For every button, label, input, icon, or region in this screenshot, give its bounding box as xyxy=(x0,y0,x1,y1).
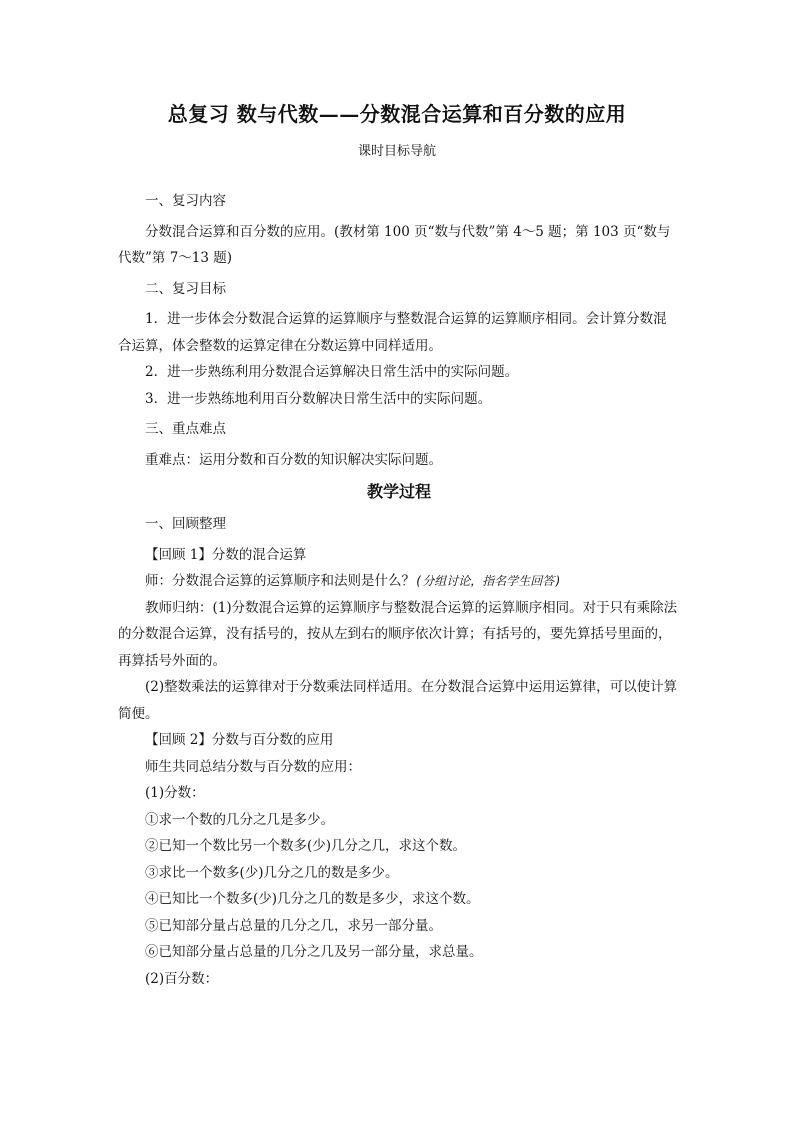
page-subtitle: 课时目标导航 xyxy=(357,144,436,159)
fraction-item: ①求一个数的几分之几是多少。 xyxy=(145,811,334,828)
review2-heading: 【回顾 2】分数与百分数的应用 xyxy=(145,732,334,748)
teacher-summary-2: (2)整数乘法的运算律对于分数乘法同样适用。在分数混合运算中运用运算律，可以使计算简便。 xyxy=(118,679,678,722)
percent-heading: (2)百分数： xyxy=(145,970,219,987)
goal-item: 1．进一步体会分数混合运算的运算顺序与整数混合运算的运算顺序相同。会计算分数混合运算，体会整数的运算定律在分数运算中同样适用。 xyxy=(118,311,667,354)
section-heading-key-points: 三、重点难点 xyxy=(145,421,226,437)
section-heading-review-goals: 二、复习目标 xyxy=(145,280,226,297)
review-content-text: 分数混合运算和百分数的应用。(教材第 100 页“数与代数”第 4～5 题；第 103 页“数与代数”第 7～13 题) xyxy=(118,223,671,266)
fraction-item: ④已知比一个数多(少)几分之几的数是多少，求这个数。 xyxy=(145,891,480,907)
teaching-process-heading: 教学过程 xyxy=(366,482,431,501)
teacher-question-text: 师：分数混合运算的运算顺序和法则是什么？ xyxy=(145,573,415,589)
page-title: 总复习 数与代数——分数混合运算和百分数的应用 xyxy=(167,102,627,126)
teacher-question xyxy=(118,568,680,595)
section-heading-review: 一、回顾整理 xyxy=(145,516,226,532)
review1-heading: 【回顾 1】分数的混合运算 xyxy=(145,546,307,563)
document-body xyxy=(118,188,680,992)
goal-item: 3．进一步熟练地利用百分数解决日常生活中的实际问题。 xyxy=(145,390,492,407)
review2-intro: 师生共同总结分数与百分数的应用： xyxy=(145,758,361,775)
fraction-item: ⑥已知部分量占总量的几分之几及另一部分量，求总量。 xyxy=(145,944,483,960)
teacher-question-note: (分组讨论，指名学生回答) xyxy=(415,574,562,588)
fraction-heading: (1)分数： xyxy=(145,785,205,801)
key-points-text: 重难点：运用分数和百分数的知识解决实际问题。 xyxy=(145,451,442,468)
teacher-summary-1: 教师归纳：(1)分数混合运算的运算顺序与整数混合运算的运算顺序相同。对于只有乘除法的分数混合运算，没有括号的，按从左到右的顺序依次计算；有括号的，要先算括号里面的，再算括号外面的。 xyxy=(118,599,678,669)
fraction-item: ②已知一个数比另一个数多(少)几分之几，求这个数。 xyxy=(145,838,467,854)
fraction-item: ③求比一个数多(少)几分之几的数是多少。 xyxy=(145,864,399,881)
section-heading-review-content: 一、复习内容 xyxy=(145,193,226,209)
fraction-item: ⑤已知部分量占总量的几分之几，求另一部分量。 xyxy=(145,917,442,934)
goal-item: 2．进一步熟练利用分数混合运算解决日常生活中的实际问题。 xyxy=(145,364,519,380)
